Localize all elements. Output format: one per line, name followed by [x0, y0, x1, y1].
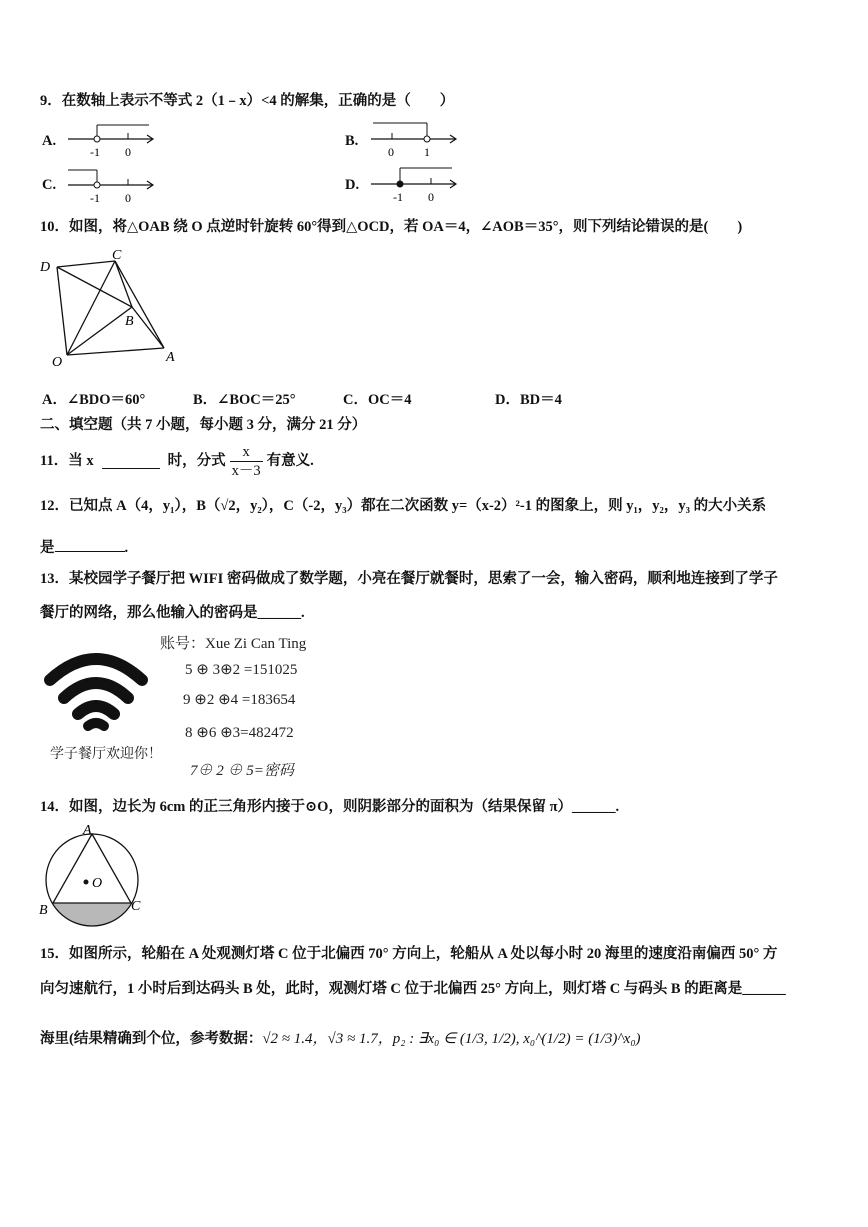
section-2-heading: 二、填空题（共 7 小题，每小题 3 分，满分 21 分） — [40, 417, 367, 433]
q15-line2: 向匀速航行，1 小时后到达码头 B 处，此时，观测灯塔 C 位于北偏西 25° 方向上，则灯塔 C 与码头 B 的距离是______ — [40, 981, 786, 997]
wifi-welcome-text: 学子餐厅欢迎你！ — [50, 746, 162, 762]
q15-line3-pre: 海里(结果精确到个位，参考数据： — [40, 1031, 263, 1047]
q11-numerator: x — [242, 443, 250, 460]
tick-label: 0 — [125, 191, 131, 205]
q12-line2-post: . — [124, 540, 129, 556]
circle-label-c: C — [131, 899, 141, 914]
circle-label-b: B — [39, 903, 48, 918]
point-label-d: D — [40, 260, 51, 275]
circle-label-a: A — [83, 823, 92, 838]
point-label-o: O — [52, 355, 63, 370]
q11-line — [40, 438, 314, 484]
q10-rotation-figure — [36, 245, 184, 370]
circle-label-o: O — [92, 876, 103, 891]
q13-line1: 13．某校园学子餐厅把 WIFI 密码做成了数学题，小亮在餐厅就餐时，思索了一会，输入密码，顺利地连接到了学子 — [40, 571, 778, 587]
q11-answer-blank[interactable] — [102, 454, 160, 469]
q10-option-d[interactable]: D．BD＝4 — [495, 392, 562, 408]
tick-label: -1 — [90, 145, 100, 159]
q9-option-d-label[interactable]: D. — [345, 177, 360, 193]
q9-stem: 9．在数轴上表示不等式 2（1﹣x）<4 的解集，正确的是（ ） — [40, 93, 455, 109]
q15-reference-data: √2 ≈ 1.4，√3 ≈ 1.7，p₂ : ∃x₀ ∈ (1/3, 1/2), x₀^(1/2) = (1/3)^x₀) — [262, 1031, 641, 1047]
q10-option-b[interactable]: B．∠BOC＝25° — [193, 392, 296, 408]
tick-label: 1 — [424, 145, 430, 159]
wifi-icon — [40, 638, 152, 738]
q11-pre: 11．当 x — [40, 453, 94, 469]
q12-answer-blank[interactable] — [55, 537, 125, 552]
q9-option-a-label[interactable]: A. — [42, 133, 57, 149]
q15-line3 — [40, 1030, 641, 1048]
q10-option-a[interactable]: A．∠BDO＝60° — [42, 392, 146, 408]
point-label-c: C — [112, 248, 122, 263]
q10-stem: 10．如图，将△OAB 绕 O 点逆时针旋转 60°得到△OCD，若 OA＝4，∠AOB＝35°，则下列结论错误的是( ) — [40, 219, 743, 235]
q12-line1: 12．已知点 A（4，y₁），B（√2，y₂），C（-2，y₃）都在二次函数 y=（x-2）²-1 的图象上，则 y₁，y₂，y₃ 的大小关系 — [40, 498, 767, 514]
point-label-b: B — [125, 314, 134, 329]
q15-line1: 15．如图所示，轮船在 A 处观测灯塔 C 位于北偏西 70° 方向上，轮船从 A 处以每小时 20 海里的速度沿南偏西 50° 方 — [40, 946, 778, 962]
wifi-account: 账号：Xue Zi Can Ting — [160, 636, 307, 652]
q14-stem: 14．如图，边长为 6cm 的正三角形内接于⊙O，则阴影部分的面积为（结果保留 π）______. — [40, 799, 620, 815]
q9-option-c-label[interactable]: C. — [42, 177, 57, 193]
q11-post: 有意义. — [266, 453, 314, 469]
tick-label: -1 — [393, 190, 403, 204]
tick-label: 0 — [428, 190, 434, 204]
q13-line2: 餐厅的网络，那么他输入的密码是______. — [40, 605, 305, 621]
q12-line2-pre: 是 — [40, 540, 55, 556]
q9-numberline-a — [64, 120, 159, 160]
q9-option-b-label[interactable]: B. — [345, 133, 359, 149]
q9-numberline-c — [64, 165, 159, 205]
q9-numberline-d — [367, 163, 462, 205]
q12-line2 — [40, 537, 128, 557]
tick-label: 0 — [125, 145, 131, 159]
wifi-code-row-2: 9 ⊕2 ⊕4 =183654 — [183, 692, 296, 708]
q11-denominator: x－3 — [231, 462, 261, 479]
wifi-code-row-1: 5 ⊕ 3⊕2 =151025 — [185, 662, 298, 678]
wifi-code-row-3: 8 ⊕6 ⊕3=482472 — [185, 725, 294, 741]
point-label-a: A — [166, 350, 175, 365]
tick-label: -1 — [90, 191, 100, 205]
q11-fraction — [230, 443, 263, 480]
q10-option-c[interactable]: C．OC＝4 — [343, 392, 412, 408]
q14-circle-figure — [36, 822, 148, 932]
wifi-code-row-4: 7⊕ 2 ⊕ 5=密码 — [190, 763, 294, 779]
q11-mid: 时，分式 — [167, 453, 226, 469]
tick-label: 0 — [388, 145, 394, 159]
q9-numberline-b — [367, 118, 462, 160]
